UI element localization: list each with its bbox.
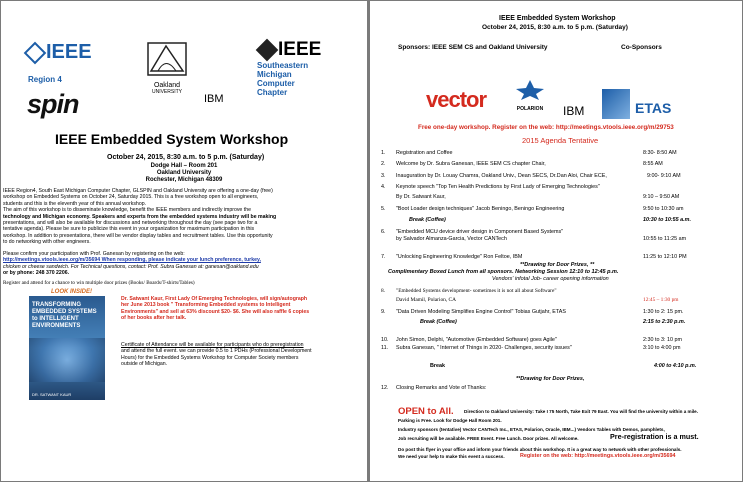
look-inside-badge: LOOK INSIDE! (51, 289, 93, 295)
registration-link[interactable]: http://meetings.vtools.ieee.org/m/35694 When responding, please indicate your lunch preference, turkey, (3, 257, 261, 264)
polarion-logo: POLARION (513, 79, 547, 109)
etas-logo: ETAS (635, 100, 672, 116)
page-title: IEEE Embedded System Workshop (499, 15, 616, 22)
confirm-paragraph: Please confirm your participation with Prof. Ganesan by registering on the web: http://meetings.vtools.ieee.org/m/35694 When responding, please indicate your lunch preference, turkey, chicken or cheese sandwich. For Technical questions, contact: Prof. Subra Ganesan at: ganesan@oakland.edu or by phone: 248 370 2206. (3, 251, 261, 277)
help-line: We need your help to make this event a success. (398, 454, 505, 459)
spin-logo: spin (27, 89, 79, 119)
polarion-star-icon (513, 79, 547, 101)
region-label: Region 4 (28, 75, 62, 84)
event-date: October 24, 2015, 8:30 a.m. to 5 p.m. (Saturday) (107, 154, 265, 161)
page-title: IEEE Embedded System Workshop (55, 131, 289, 147)
preregistration-note: Pre-registration is a must. (610, 432, 699, 441)
intro-paragraph: IEEE Region4, South East Michigan Computer Chapter, GLSPIN and Oakland University are offering a one-day (free) workshop on Embedded Systems on October 24, Saturday 2015. This is a free workshop open to all engineers, students and this is the eleventh year of this annual workshop. The aim of this workshop is to disseminate knowledge, benefit the IEEE members and indirectly improve the technology and Michigan economy. Speakers and experts from the embedded systems industry will be making presentations, and will also be available for discussions and networking throughout the day (see page two for a tentative agenda). Please be sure to publicize this event in your organization for maximum participation in this workshop. In addition to presentations, there will be vendor display tables and recruitment tables. Use this opportunity to do networking with other engineers. (3, 188, 277, 246)
ieee-diamond-icon (256, 39, 279, 62)
lunch-note: Complimentary Boxed Lunch from all sponsors. Networking Session 12:10 to 12:45 p.m. (388, 269, 619, 275)
ieee-diamond-icon (24, 41, 47, 64)
author-blurb: Dr. Satwant Kaur, First Lady Of Emerging Technologies, will sign/autograph her June 2013 book " Transforming Embedded systems to Intelligent Environments" and sell at 63% discount $20- $6. She will also raffle 6 copies of her books after her talk. (121, 296, 310, 322)
oakland-word: Oakland (153, 82, 181, 89)
cover-artwork (29, 338, 105, 382)
register-web-link[interactable]: Register on the web: http://meetings.vtools.ieee.org/m/35694 (520, 453, 676, 459)
industry-sponsors-line: Industry sponsors (tentative) Vector CANTech Inc., ETAS, Polarion, Oracle, IBM...) Vendors Tables with Demos, pamphlets, (398, 427, 665, 432)
directions-line-2: Parking is Free. Look for Dodge Hall Room 201. (398, 418, 502, 423)
semi-ieee-word: IEEE (278, 39, 322, 60)
oakland-university-logo (146, 41, 188, 103)
book-title: TRANSFORMING EMBEDDED SYSTEMS to INTELLIGENT ENVIRONMENTS (32, 302, 97, 329)
certificate-note: Certificate of Attendance will be available for participants who do preregistration and attend the full event. we can provide 0.5 to 1 PDHs (Professional Development Hours) for the Embedded Systems Workshop for Computer Society members outside of Michigan. (121, 342, 312, 368)
agenda-title: 2015 Agenda Tentative (522, 136, 599, 145)
book-cover[interactable] (29, 296, 105, 400)
door-prize-note: Register and attend for a chance to win multiple door prizes (Books/ Boards/T-shirts/Tables) (3, 280, 195, 286)
book-author: DR. SATWANT KAUR (32, 392, 72, 397)
flyer-page-1 (1, 1, 367, 481)
partner-logo-graphic (602, 89, 630, 119)
ibm-logo: IBM (563, 104, 585, 118)
flyer-page-2: IEEE Embedded System Workshop October 24, 2015, 8:30 a.m. to 5 p.m. (Saturday) Sponsors: IEEE SEM CS and Oakland University Co-Sponsors vector POLARION IBM ETAS Free one-day workshop. Register on the web: http://meetings.vtools.ieee.org/m/29753 2015 Agenda Tentative 1. Registration and Coffee 8:30- 8:50 AM 2. Welcome by Dr. Subra Ganesan, IEEE SEM CS chapter Chair, 8:55 AM 3. Inauguration by Dr. Louay Chamra, Oakland Univ., Dean SECS, Dr.Dan Aloi, Chair ECE, 9:00- 9:10 AM 4. Keynote speech "Top Ten Health Predictions by First Lady of Emerging Technologies" By Dr. Satwant Kaur, 9:10 – 9:50 AM 5. "Boot Loader design techniques" Jacob Beningo, Beningo Engineering 9:50 to 10:30 am Break (Coffee) 10:30 to 10:55 a.m. 6. "Embedded MCU device driver design in Component Based Systems" by Salvador Almanza-Garcia, Vector CANTech 10:55 to 11:25 am 7. "Unlocking Engineering Knowledge" Ron Feltoe, IBM 11:25 to 12:10 PM **Drawing for Door Prizes, ** Complimentary Boxed Lunch from all sponsors. Networking Session 12:10 to 12:45 p.m. Vendors' infotal Job- career opening information 8. "Embedded Systems development- sometimes it is not all about Software" David Mamil, Polarion, CA 12:45 – 1:30 pm 9. "Data Driven Modeling Simplifies Engine Control" Tobias Gutjahr, ETAS 1:30 to 2: 15 pm. Break (Coffee) 2:15 to 2:30 p.m. 10. John Simon, Delphi, "Automotive (Embedded Software) goes Agile" 2:30 to 3: 10 pm 11. Subra Ganesan, " Internet of Things in 2020- Challenges, security issues" 3:10 to 4:00 pm Break 4:00 to 4:10 p.m. **Drawing for Door Prizes, 12. Closing Remarks and Vote of Thanks: OPEN to All. Direction to Oakland University: Take I 75 North, Take Exit 79 East. You will find the university within a mile. Parking is Free. Look for Dodge Hall Room 201. Industry sponsors (tentative) Vector CANTech Inc., ETAS, Polarion, Oracle, IBM...) Vendors Tables with Demos, pamphlets, Job recruiting will be available. FREE Event. Free Lunch. Door prizes. All welcome. Pre-registration is a must. Do post this flyer in your office and inform your friends about this workshop. It is a great way to network with other professionals. We need your help to make this event a success. Register on the web: http://meetings.vtools.ieee.org/m/35694 (370, 1, 742, 481)
oakland-tree-icon (146, 41, 188, 77)
sponsors-label: Sponsors: IEEE SEM CS and Oakland University (398, 44, 548, 51)
semi-chapter-name: Southeastern Michigan Computer Chapter (257, 61, 309, 97)
free-registration-line[interactable]: Free one-day workshop. Register on the web: http://meetings.vtools.ieee.org/m/29753 (418, 124, 674, 131)
door-prizes-note-2: **Drawing for Door Prizes, (516, 376, 585, 382)
ieee-logo: IEEE (27, 41, 92, 64)
semi-ieee-logo (259, 39, 321, 61)
venue: Dodge Hall – Room 201 Oakland University Rochester, Michigan 48309 (145, 163, 223, 183)
vendors-note: Vendors' infotal Job- career opening information (492, 276, 609, 282)
event-date: October 24, 2015, 8:30 a.m. to 5 p.m. (Saturday) (482, 24, 628, 31)
university-word: UNIVERSITY (151, 89, 182, 95)
post-flyer-line: Do post this flyer in your office and inform your friends about this workshop. It is a great way to network with other professionals. (398, 447, 682, 452)
door-prizes-note: **Drawing for Door Prizes, ** (520, 262, 595, 268)
cosponsors-label: Co-Sponsors (621, 44, 662, 51)
job-recruiting-line: Job recruiting will be available. FREE Event. Free Lunch. Door prizes. All welcome. (398, 436, 579, 441)
ibm-text: IBM (204, 93, 224, 105)
vector-logo: vector (426, 87, 487, 112)
directions-line-1: Direction to Oakland University: Take I 75 North, Take Exit 79 East. You will find the university within a mile. (464, 409, 698, 414)
open-to-all-heading: OPEN to All. (398, 406, 454, 417)
